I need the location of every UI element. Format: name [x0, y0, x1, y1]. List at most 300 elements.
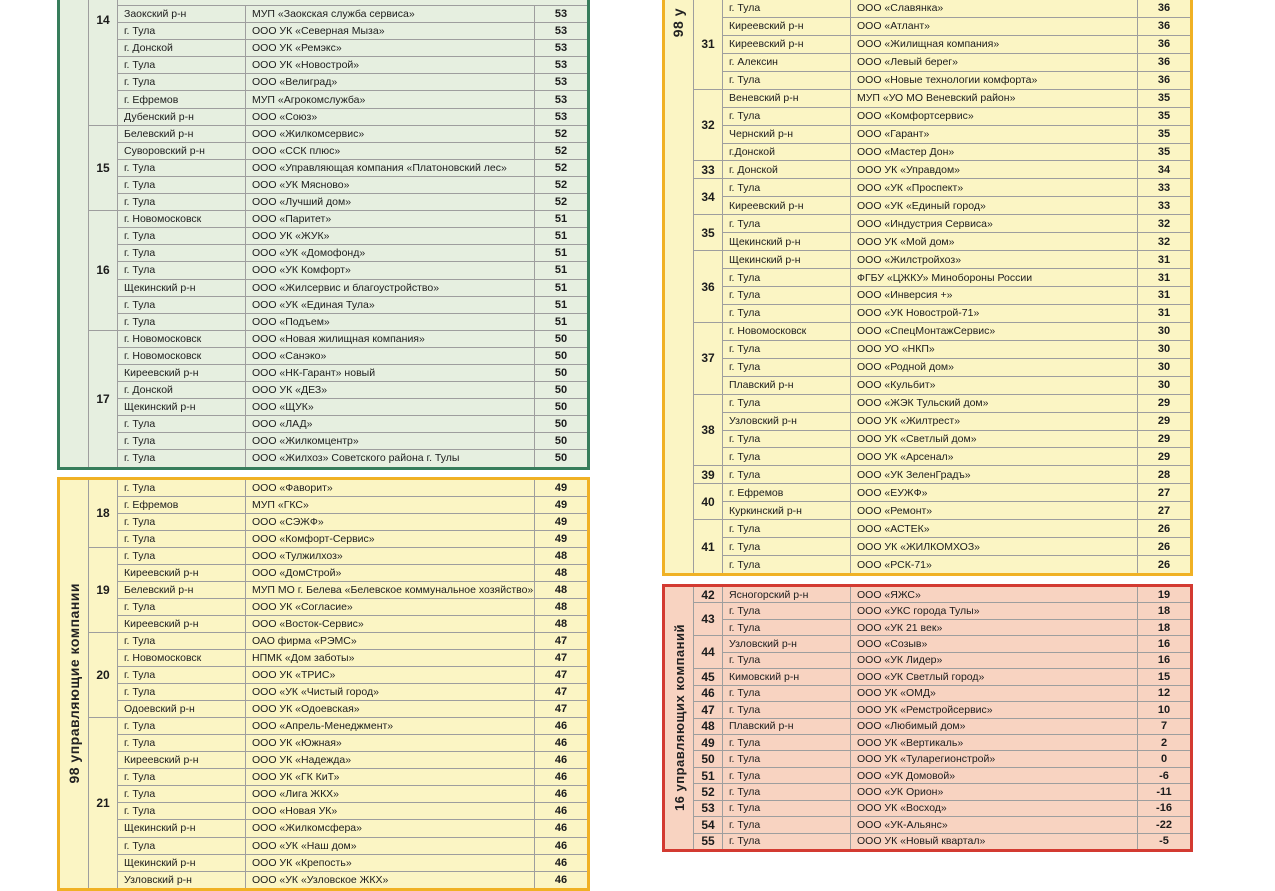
company-cell: ООО УК «Одоевская»	[246, 701, 535, 717]
location-cell: г. Тула	[118, 23, 246, 39]
location-cell: Киреевский р-н	[118, 565, 246, 581]
score-cell: 26	[1157, 558, 1171, 571]
company-cell: ООО УК «Управдом»	[851, 161, 1138, 178]
location-cell: г. Ефремов	[118, 91, 246, 107]
group-rows	[723, 215, 1190, 250]
location-cell: г. Алексин	[723, 54, 851, 71]
group-rows	[723, 702, 1190, 717]
table-row	[118, 785, 587, 802]
score-cell: 36	[1157, 74, 1171, 87]
score-cell: 53	[554, 93, 568, 106]
table-row	[723, 669, 1190, 684]
score-cell: 50	[554, 332, 568, 345]
company-cell: МУП «УО МО Веневский район»	[851, 90, 1138, 107]
location-cell: г. Тула	[118, 262, 246, 278]
group-rows	[723, 636, 1190, 668]
company-cell: ООО УК «Южная»	[246, 735, 535, 751]
company-cell: ООО «Левый берег»	[851, 54, 1138, 71]
score-cell: 0	[1160, 753, 1168, 766]
score-cell: 46	[554, 771, 568, 784]
company-cell: ООО УК «ТРИС»	[246, 667, 535, 683]
rank-group	[89, 210, 587, 330]
company-cell: ООО «Велиград»	[246, 74, 535, 90]
score-cell: -5	[1159, 835, 1169, 848]
score-cell: 26	[1157, 522, 1171, 535]
table-row	[723, 702, 1190, 717]
score-cell: 46	[554, 754, 568, 767]
company-cell: ООО «Апрель-Менеджмент»	[246, 718, 535, 734]
score-cell: 48	[554, 549, 568, 562]
company-cell: ООО «Славянка»	[851, 0, 1138, 17]
group-rows	[118, 211, 587, 330]
company-cell: ООО «УКС города Тулы»	[851, 603, 1138, 618]
section-label-column	[60, 480, 89, 888]
company-cell: ООО «СЭЖФ»	[246, 514, 535, 530]
group-rows	[118, 633, 587, 717]
location-cell: г. Тула	[723, 0, 851, 17]
company-cell: ООО «УК Комфорт»	[246, 262, 535, 278]
rank-group	[694, 800, 1190, 816]
company-cell: ООО «ДомСтрой»	[246, 565, 535, 581]
table-row	[723, 801, 1190, 816]
location-cell: Щекинский р-н	[118, 820, 246, 836]
location-cell: г.Донской	[723, 144, 851, 161]
section-label: 98 управляющие компании	[66, 583, 82, 784]
ranking-table-red	[662, 584, 1193, 852]
score-cell: 2	[1160, 736, 1168, 749]
location-cell: г. Тула	[118, 514, 246, 530]
table-row	[118, 142, 587, 159]
company-cell: ООО «Союз»	[246, 109, 535, 125]
location-cell: г. Новомосковск	[118, 211, 246, 227]
table-row	[723, 251, 1190, 268]
company-cell: ООО «УК ЗеленГрадъ»	[851, 466, 1138, 483]
table-row	[723, 323, 1190, 340]
table-row	[723, 501, 1190, 519]
rank-cell: 44	[694, 636, 723, 668]
location-cell: г. Ефремов	[118, 497, 246, 513]
table-row	[118, 415, 587, 432]
table-row	[118, 211, 587, 227]
group-rows	[723, 323, 1190, 394]
score-cell: 48	[554, 566, 568, 579]
location-cell: г. Тула	[118, 177, 246, 193]
company-cell: ООО «УК «Проспект»	[851, 179, 1138, 196]
section-label: 16 управляющих компаний	[671, 624, 687, 812]
rank-group	[89, 717, 587, 887]
rank-cell: 37	[694, 323, 723, 394]
company-cell: ООО «Жилхоз» Советского района г. Тулы	[246, 450, 535, 466]
table-row	[723, 125, 1190, 143]
location-cell: г. Тула	[723, 466, 851, 483]
location-cell: Суворовский р-н	[118, 143, 246, 159]
rank-cell: 43	[694, 603, 723, 635]
rank-cell: 17	[89, 331, 118, 467]
rank-group	[694, 178, 1190, 214]
location-cell: г. Тула	[118, 803, 246, 819]
table-row	[118, 22, 587, 39]
score-cell: -16	[1156, 802, 1172, 815]
table-groups	[89, 0, 587, 467]
rank-cell: 19	[89, 548, 118, 632]
company-cell: ООО УК «ЖИЛКОМХОЗ»	[851, 538, 1138, 555]
table-row	[723, 466, 1190, 483]
score-cell: 12	[1157, 687, 1171, 700]
location-cell: Киреевский р-н	[723, 36, 851, 53]
location-cell: Узловский р-н	[723, 636, 851, 651]
rank-cell: 48	[694, 719, 723, 734]
location-cell: г. Тула	[723, 448, 851, 465]
score-cell: 46	[554, 822, 568, 835]
location-cell: г. Тула	[723, 72, 851, 89]
table-row	[118, 666, 587, 683]
company-cell: ОАО фирма «РЭМС»	[246, 633, 535, 649]
company-cell: ООО УК «Надежда»	[246, 752, 535, 768]
table-row	[723, 555, 1190, 573]
left-column	[57, 0, 590, 891]
score-cell: 50	[554, 401, 568, 414]
location-cell: г. Тула	[118, 531, 246, 547]
rank-cell: 52	[694, 784, 723, 799]
table-row	[723, 834, 1190, 849]
location-cell: г. Новомосковск	[118, 348, 246, 364]
score-cell: 33	[1157, 199, 1171, 212]
company-cell: ООО УК «ЖУК»	[246, 228, 535, 244]
score-cell: 49	[554, 515, 568, 528]
location-cell: Белевский р-н	[118, 582, 246, 598]
section-label-column	[665, 587, 694, 849]
company-cell: ООО «ЕУЖФ»	[851, 484, 1138, 501]
rank-cell: 46	[694, 686, 723, 701]
rank-group	[694, 483, 1190, 519]
group-rows	[723, 251, 1190, 322]
rank-group	[694, 214, 1190, 250]
company-cell: ООО «УК-Альянс»	[851, 817, 1138, 832]
location-cell: г. Тула	[118, 160, 246, 176]
score-cell: 48	[554, 617, 568, 630]
score-cell: 52	[554, 178, 568, 191]
company-cell: ООО УК «Новострой»	[246, 57, 535, 73]
group-rows	[723, 484, 1190, 519]
group-rows	[723, 735, 1190, 750]
table-row	[118, 496, 587, 513]
company-cell: ООО «ЛАД»	[246, 416, 535, 432]
company-cell: ООО «Лучший дом»	[246, 194, 535, 210]
score-cell: 7	[1160, 720, 1168, 733]
score-cell: 53	[554, 76, 568, 89]
rank-group	[89, 125, 587, 210]
table-row	[723, 537, 1190, 555]
company-cell: ООО «Жилкомсервис»	[246, 126, 535, 142]
company-cell: ООО «УК Мясново»	[246, 177, 535, 193]
score-cell: 35	[1157, 145, 1171, 158]
company-cell: ООО «СпецМонтажСервис»	[851, 323, 1138, 340]
score-cell: 31	[1157, 271, 1171, 284]
company-cell: ООО «УК Новострой-71»	[851, 305, 1138, 322]
location-cell: г. Тула	[118, 786, 246, 802]
group-rows	[723, 751, 1190, 766]
table-row	[723, 587, 1190, 602]
company-cell: ООО «Жилстройхоз»	[851, 251, 1138, 268]
score-cell: 36	[1157, 2, 1171, 15]
location-cell: Узловский р-н	[118, 872, 246, 888]
company-cell: ООО «УК «Домофонд»	[246, 245, 535, 261]
score-cell: -6	[1159, 769, 1169, 782]
rank-cell: 47	[694, 702, 723, 717]
table-row	[723, 90, 1190, 107]
table-row	[118, 39, 587, 56]
company-cell: ООО «Жилсервис и благоустройство»	[246, 280, 535, 296]
score-cell: 46	[554, 720, 568, 733]
table-row	[723, 304, 1190, 322]
score-cell: 30	[1157, 325, 1171, 338]
rank-cell: 32	[694, 90, 723, 161]
table-row	[118, 581, 587, 598]
rank-group	[694, 602, 1190, 635]
company-cell: ООО «Гарант»	[851, 126, 1138, 143]
company-cell: ООО «Индустрия Сервиса»	[851, 215, 1138, 232]
score-cell: 16	[1157, 654, 1171, 667]
location-cell: Киреевский р-н	[118, 365, 246, 381]
group-rows	[723, 603, 1190, 635]
table-row	[118, 126, 587, 142]
location-cell: г. Тула	[723, 735, 851, 750]
company-cell: ООО УК «Восход»	[851, 801, 1138, 816]
table-row	[723, 376, 1190, 394]
location-cell: г. Тула	[118, 297, 246, 313]
rank-group	[694, 250, 1190, 322]
table-row	[118, 73, 587, 90]
company-cell: ООО «УК «Узловское ЖКХ»	[246, 872, 535, 888]
table-row	[723, 268, 1190, 286]
group-rows	[118, 480, 587, 547]
score-cell: 30	[1157, 343, 1171, 356]
section-label-column	[665, 0, 694, 573]
location-cell: г. Тула	[723, 834, 851, 849]
location-cell: г. Тула	[118, 548, 246, 564]
company-cell: ООО УК «Ремстройсервис»	[851, 702, 1138, 717]
table-row	[723, 447, 1190, 465]
score-cell: 30	[1157, 379, 1171, 392]
rank-cell: 50	[694, 751, 723, 766]
score-cell: 16	[1157, 638, 1171, 651]
location-cell: Щекинский р-н	[723, 251, 851, 268]
rank-group	[694, 89, 1190, 161]
rank-group	[89, 330, 587, 467]
table-row	[118, 734, 587, 751]
rank-cell: 15	[89, 126, 118, 210]
table-row	[723, 107, 1190, 125]
score-cell: 27	[1157, 504, 1171, 517]
rank-cell: 39	[694, 466, 723, 483]
group-rows	[723, 784, 1190, 799]
score-cell: 49	[554, 498, 568, 511]
table-row	[723, 751, 1190, 766]
location-cell: Узловский р-н	[723, 413, 851, 430]
location-cell: г. Тула	[723, 620, 851, 635]
company-cell: ООО «Комфорт-Сервис»	[246, 531, 535, 547]
table-row	[723, 412, 1190, 430]
score-cell: 30	[1157, 361, 1171, 374]
group-rows	[723, 801, 1190, 816]
company-cell: МУП «ГКС»	[246, 497, 535, 513]
location-cell: г. Тула	[118, 633, 246, 649]
location-cell: Дубенский р-н	[118, 109, 246, 125]
location-cell: г. Тула	[723, 179, 851, 196]
company-cell: ООО «Кульбит»	[851, 377, 1138, 394]
location-cell: Кимовский р-н	[723, 669, 851, 684]
company-cell: ООО «УК «Наш дом»	[246, 838, 535, 854]
company-cell: ООО «УК Орион»	[851, 784, 1138, 799]
table-row	[723, 484, 1190, 501]
location-cell: г. Тула	[723, 431, 851, 448]
score-cell: 47	[554, 634, 568, 647]
score-cell: 18	[1157, 605, 1171, 618]
location-cell: Плавский р-н	[723, 377, 851, 394]
rank-group	[694, 833, 1190, 849]
company-cell: ФГБУ «ЦЖКУ» Минобороны России	[851, 269, 1138, 286]
company-cell: ООО «Комфортсервис»	[851, 108, 1138, 125]
score-cell: -22	[1156, 818, 1172, 831]
rank-cell: 55	[694, 834, 723, 849]
company-cell: ООО «Новая жилищная компания»	[246, 331, 535, 347]
table-row	[118, 718, 587, 734]
company-cell: ООО «Любимый дом»	[851, 719, 1138, 734]
location-cell: г. Тула	[723, 603, 851, 618]
table-row	[723, 735, 1190, 750]
table-row	[723, 768, 1190, 783]
score-cell: 50	[554, 452, 568, 465]
table-row	[723, 179, 1190, 196]
group-rows	[723, 90, 1190, 161]
table-row	[118, 700, 587, 717]
rank-group	[89, 547, 587, 632]
section-label-column	[60, 0, 89, 467]
group-rows	[723, 834, 1190, 849]
table-row	[723, 636, 1190, 651]
location-cell: г. Тула	[723, 686, 851, 701]
company-cell: ООО УК «Жилтрест»	[851, 413, 1138, 430]
score-cell: 51	[554, 230, 568, 243]
table-row	[118, 159, 587, 176]
table-row	[723, 603, 1190, 618]
location-cell: г. Тула	[723, 108, 851, 125]
location-cell: Щекинский р-н	[118, 855, 246, 871]
ranking-table-yellow-right	[662, 0, 1193, 576]
rank-cell: 49	[694, 735, 723, 750]
rank-cell: 14	[89, 0, 118, 125]
table-row	[118, 768, 587, 785]
table-groups	[694, 587, 1190, 849]
location-cell: Куркинский р-н	[723, 502, 851, 519]
company-cell: ООО «АСТЕК»	[851, 520, 1138, 537]
company-cell: ООО УК «Туларегионстрой»	[851, 751, 1138, 766]
company-cell: ООО УК «Светлый дом»	[851, 431, 1138, 448]
location-cell: г. Тула	[723, 801, 851, 816]
company-cell: ООО «Новые технологии комфорта»	[851, 72, 1138, 89]
table-groups	[89, 480, 587, 888]
location-cell: Одоевский р-н	[118, 701, 246, 717]
location-cell: г. Тула	[723, 784, 851, 799]
location-cell: г. Тула	[118, 450, 246, 466]
company-cell: ООО «Санэко»	[246, 348, 535, 364]
score-cell: 28	[1157, 468, 1171, 481]
score-cell: 47	[554, 652, 568, 665]
score-cell: 52	[554, 161, 568, 174]
score-cell: 19	[1157, 588, 1171, 601]
rank-group	[694, 0, 1190, 89]
location-cell: г. Новомосковск	[723, 323, 851, 340]
score-cell: 52	[554, 144, 568, 157]
score-cell: 10	[1157, 703, 1171, 716]
location-cell: Плавский р-н	[723, 719, 851, 734]
location-cell: Киреевский р-н	[118, 752, 246, 768]
company-cell: ООО УК «Арсенал»	[851, 448, 1138, 465]
location-cell: г. Тула	[723, 395, 851, 412]
right-column	[662, 0, 1193, 852]
score-cell: 51	[554, 247, 568, 260]
table-row	[723, 340, 1190, 358]
location-cell: г. Тула	[118, 718, 246, 734]
table-row	[118, 432, 587, 449]
location-cell: Киреевский р-н	[723, 197, 851, 214]
score-cell: 35	[1157, 110, 1171, 123]
rank-group	[694, 701, 1190, 717]
group-rows	[723, 587, 1190, 602]
score-cell: 53	[554, 110, 568, 123]
location-cell: г. Тула	[723, 768, 851, 783]
rank-cell: 42	[694, 587, 723, 602]
group-rows	[118, 548, 587, 632]
ranking-table-green	[57, 0, 590, 470]
location-cell: г. Тула	[723, 817, 851, 832]
score-cell: 53	[554, 59, 568, 72]
group-rows	[723, 719, 1190, 734]
location-cell: г. Тула	[118, 735, 246, 751]
rank-group	[694, 322, 1190, 394]
rank-cell: 53	[694, 801, 723, 816]
rank-cell: 45	[694, 669, 723, 684]
company-cell: ООО «УК «Чистый город»	[246, 684, 535, 700]
company-cell: ООО «Инверсия +»	[851, 287, 1138, 304]
group-rows	[723, 179, 1190, 214]
table-row	[118, 5, 587, 22]
location-cell: г. Тула	[118, 194, 246, 210]
location-cell: г. Тула	[118, 667, 246, 683]
score-cell: 50	[554, 418, 568, 431]
table-row	[723, 686, 1190, 701]
table-row	[118, 108, 587, 125]
location-cell: г. Тула	[118, 599, 246, 615]
location-cell: г. Донской	[118, 382, 246, 398]
location-cell: Щекинский р-н	[723, 233, 851, 250]
table-row	[118, 819, 587, 836]
table-row	[723, 196, 1190, 214]
company-cell: НПМК «Дом заботы»	[246, 650, 535, 666]
company-cell: ООО «Лига ЖКХ»	[246, 786, 535, 802]
score-cell: 46	[554, 805, 568, 818]
location-cell: г. Донской	[118, 40, 246, 56]
score-cell: 29	[1157, 450, 1171, 463]
location-cell: Киреевский р-н	[118, 616, 246, 632]
score-cell: 51	[554, 213, 568, 226]
company-cell: ООО «ЖЭК Тульский дом»	[851, 395, 1138, 412]
company-cell: ООО УК «Вертикаль»	[851, 735, 1138, 750]
location-cell: г. Тула	[723, 359, 851, 376]
company-cell: ООО «Жилкомцентр»	[246, 433, 535, 449]
group-rows	[118, 126, 587, 210]
company-cell: ООО «УК «Единый город»	[851, 197, 1138, 214]
